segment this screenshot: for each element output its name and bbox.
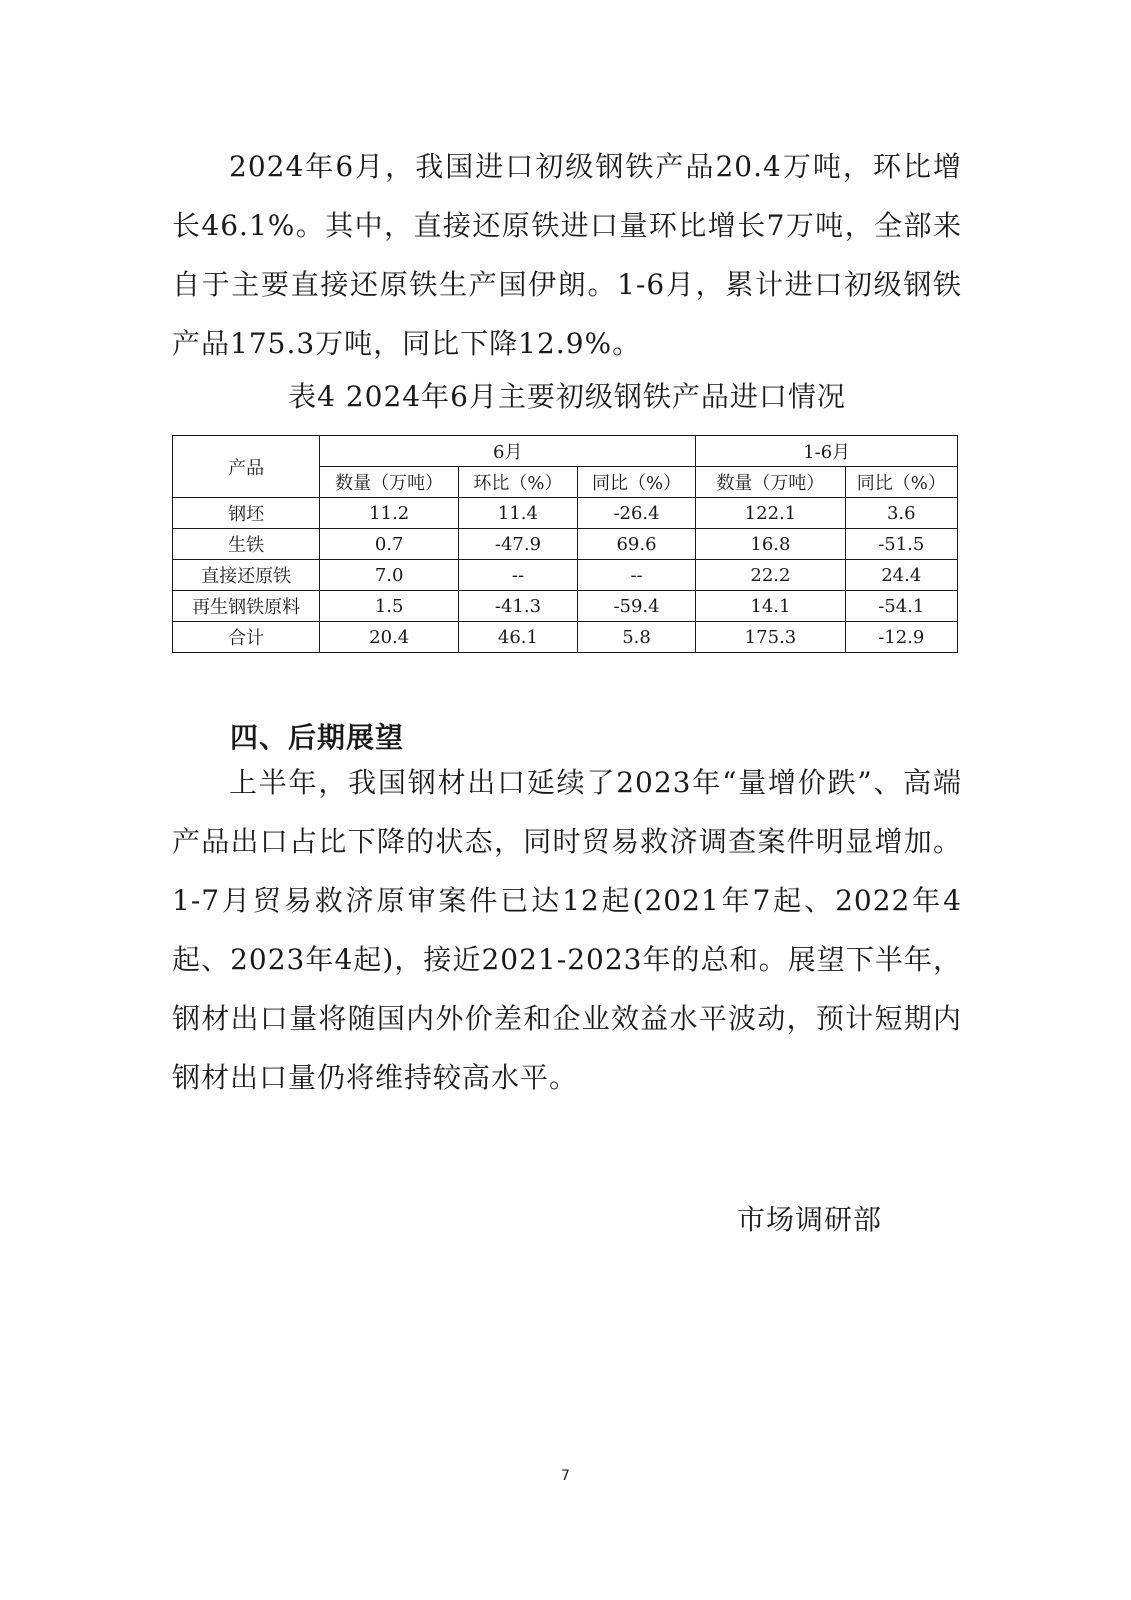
header-yoy: 同比（%）	[577, 467, 696, 498]
cell-qty: 20.4	[320, 622, 459, 653]
header-group-month: 6月	[320, 436, 696, 467]
cell-qty: 1.5	[320, 591, 459, 622]
cell-mom: --	[459, 560, 578, 591]
table-caption: 表4 2024年6月主要初级钢铁产品进口情况	[288, 380, 846, 413]
table-row	[173, 591, 958, 622]
body-paragraph-imports: 2024年6月，我国进口初级钢铁产品20.4万吨，环比增长46.1%。其中，直接还原铁进口量环比增长7万吨，全部来自于主要直接还原铁生产国伊朗。1-6月，累计进口初级钢铁产品175.3万吨，同比下降12.9%。	[172, 150, 962, 360]
cell-mom: 11.4	[459, 498, 578, 529]
cell-yoy-ytd: 24.4	[845, 560, 957, 591]
cell-yoy: -59.4	[577, 591, 696, 622]
cell-product: 再生钢铁原料	[173, 591, 320, 622]
table-header-row-1	[173, 436, 958, 467]
cell-yoy-ytd: -12.9	[845, 622, 957, 653]
header-yoy-ytd: 同比（%）	[845, 467, 957, 498]
cell-product: 钢坯	[173, 498, 320, 529]
import-table	[172, 435, 958, 653]
cell-qty: 11.2	[320, 498, 459, 529]
signature-department: 市场调研部	[737, 1203, 883, 1236]
cell-yoy-ytd: 3.6	[845, 498, 957, 529]
cell-yoy: 69.6	[577, 529, 696, 560]
header-qty: 数量（万吨）	[320, 467, 459, 498]
cell-yoy-ytd: -54.1	[845, 591, 957, 622]
body-paragraph-outlook: 上半年，我国钢材出口延续了2023年“量增价跌”、高端产品出口占比下降的状态，同时贸易救济调查案件明显增加。1-7月贸易救济原审案件已达12起(2021年7起、2022年4起、2023年4起)，接近2021-2023年的总和。展望下半年，钢材出口量将随国内外价差和企业效益水平波动，预计短期内钢材出口量仍将维持较高水平。	[172, 766, 962, 1094]
cell-mom: 46.1	[459, 622, 578, 653]
header-qty-ytd: 数量（万吨）	[696, 467, 845, 498]
cell-qty-ytd: 14.1	[696, 591, 845, 622]
section-heading: 四、后期展望	[230, 721, 405, 754]
cell-qty: 0.7	[320, 529, 459, 560]
cell-qty-ytd: 16.8	[696, 529, 845, 560]
header-product: 产品	[173, 436, 320, 498]
page-number: 7	[561, 1468, 570, 1484]
cell-yoy: 5.8	[577, 622, 696, 653]
cell-product: 直接还原铁	[173, 560, 320, 591]
header-group-ytd: 1-6月	[696, 436, 958, 467]
cell-mom: -47.9	[459, 529, 578, 560]
cell-yoy: -26.4	[577, 498, 696, 529]
table-row-total	[173, 622, 958, 653]
cell-product: 合计	[173, 622, 320, 653]
cell-qty: 7.0	[320, 560, 459, 591]
cell-yoy-ytd: -51.5	[845, 529, 957, 560]
header-mom: 环比（%）	[459, 467, 578, 498]
cell-qty-ytd: 122.1	[696, 498, 845, 529]
cell-qty-ytd: 175.3	[696, 622, 845, 653]
table-row	[173, 560, 958, 591]
table-row	[173, 498, 958, 529]
cell-mom: -41.3	[459, 591, 578, 622]
cell-qty-ytd: 22.2	[696, 560, 845, 591]
table-row	[173, 529, 958, 560]
cell-yoy: --	[577, 560, 696, 591]
cell-product: 生铁	[173, 529, 320, 560]
